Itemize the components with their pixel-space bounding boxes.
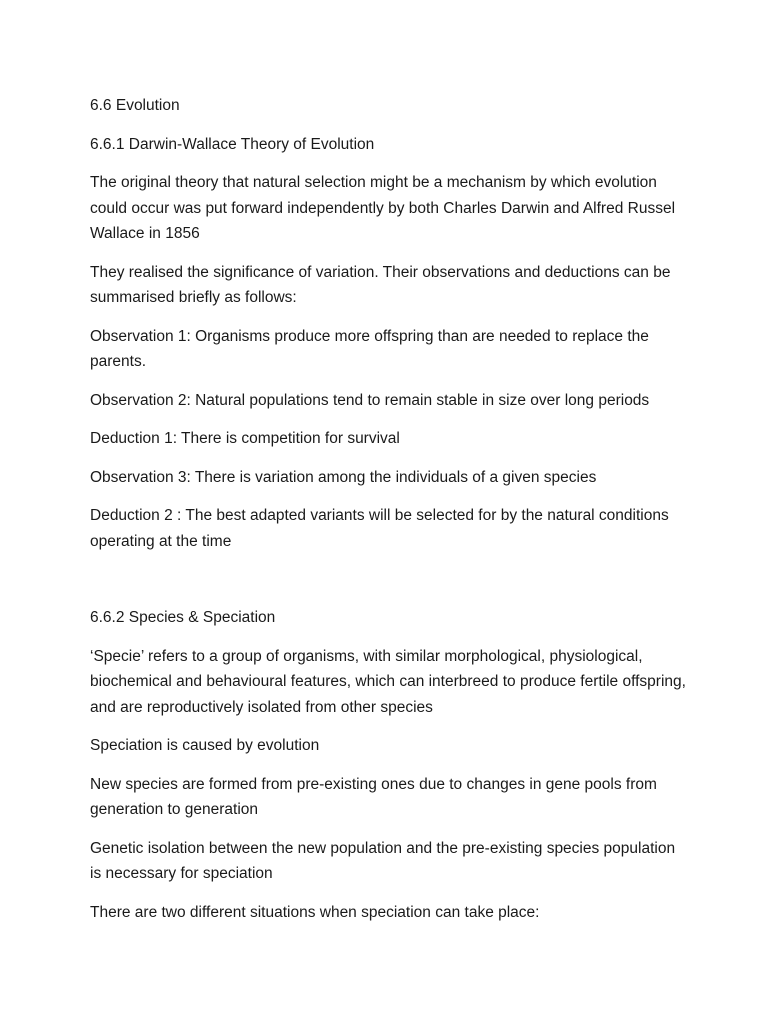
observation-2: Observation 2: Natural populations tend to remain stable in size over long periods [90,391,650,409]
paragraph-intro: The original theory that natural selection might be a mechanism by which evolution could occur was put forward independently by both Charles Darwin and Alfred Russel Wallace in 1856 [90,174,676,242]
paragraph-variation: They realised the significance of variation. Their observations and deductions can be summarised briefly as follows: [90,263,671,306]
paragraph-speciation-cause: Speciation is caused by evolution [90,737,320,754]
paragraph-new-species: New species are formed from pre-existing ones due to changes in gene pools from generation to generation [90,775,657,818]
paragraph-specie-definition: ‘Specie’ refers to a group of organisms, with similar morphological, physiological, biochemical and behavioural features, which can interbreed to produce fertile offspring, and are reproductively isolated from other species [90,647,686,716]
observation-3: Observation 3: There is variation among the individuals of a given species [90,468,597,486]
blank-line [90,567,690,605]
document-body [90,93,690,938]
paragraph-genetic-isolation: Genetic isolation between the new population and the pre-existing species population is necessary for speciation [90,839,676,882]
subsection-heading-species: 6.6.2 Species & Speciation [90,609,276,626]
paragraph-two-situations: There are two different situations when speciation can take place: [90,903,540,921]
section-heading: 6.6 Evolution [90,97,180,114]
deduction-2: Deduction 2 : The best adapted variants will be selected for by the natural conditions operating at the time [90,507,669,550]
deduction-1: Deduction 1: There is competition for survival [90,430,400,447]
observation-1: Observation 1: Organisms produce more offspring than are needed to replace the parents. [90,327,649,370]
subsection-heading-darwin-wallace: 6.6.1 Darwin-Wallace Theory of Evolution [90,135,375,153]
